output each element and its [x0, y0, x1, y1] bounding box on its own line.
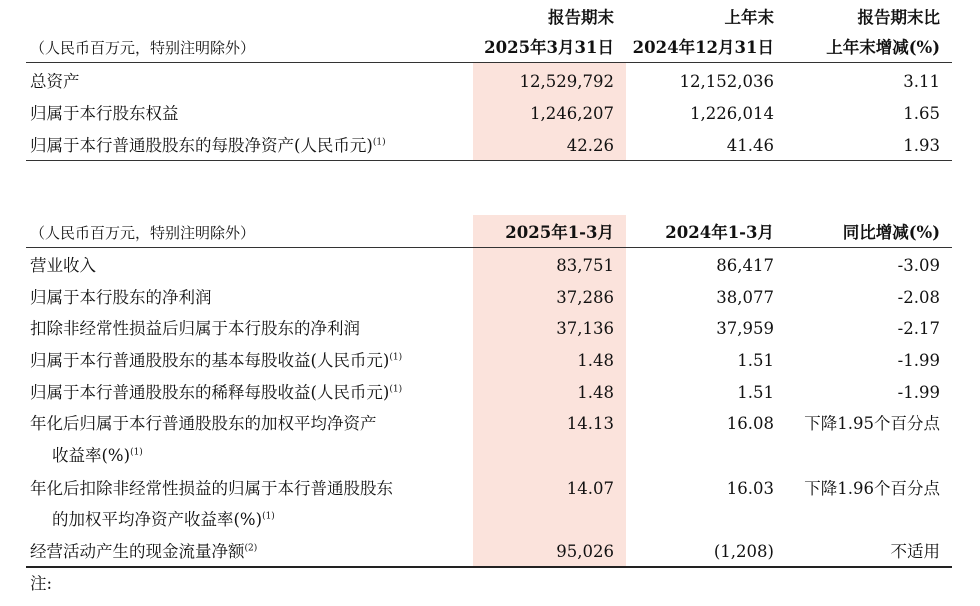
t2-row-v2: 16.03: [726, 479, 774, 498]
t1-col1-line1: 报告期末: [548, 8, 614, 27]
t2-col3: 同比增减(%): [842, 223, 940, 242]
t2-row-v1: 37,136: [556, 319, 614, 338]
t1-col2-line2: 2024年12月31日: [632, 38, 774, 57]
t1-header-rule: [26, 62, 952, 63]
t2-row-v3: -3.09: [897, 256, 940, 275]
t1-row-v2: 1,226,014: [690, 104, 774, 123]
t2-row-v2: 1.51: [737, 383, 774, 402]
t2-row-label: 年化后归属于本行普通股股东的加权平均净资产: [30, 414, 377, 433]
footnote-ref: (1): [130, 447, 143, 458]
footnote-ref: (1): [262, 511, 275, 522]
t2-row-v2: 16.08: [726, 414, 774, 433]
t2-header-rule: [26, 247, 952, 248]
footnote-ref: (1): [372, 137, 386, 148]
t2-row-v1: 83,751: [556, 256, 614, 275]
t2-row-v1: 1.48: [577, 383, 614, 402]
t1-row-v1: 12,529,792: [519, 72, 614, 91]
t1-row-v1: 1,246,207: [530, 104, 614, 123]
t1-row-v3: 1.65: [903, 104, 940, 123]
t2-col1: 2025年1-3月: [505, 223, 614, 242]
t1-col3-line2: 上年末增减(%): [826, 38, 940, 57]
t2-row-v2: 38,077: [716, 288, 774, 307]
t2-row-label: 年化后扣除非经常性损益的归属于本行普通股股东: [30, 479, 393, 498]
t2-row-v1: 14.13: [566, 414, 614, 433]
t2-row-label: 扣除非经常性损益后归属于本行股东的净利润: [30, 319, 360, 338]
t2-row-v1: 14.07: [566, 479, 614, 498]
t2-row-label: 经营活动产生的现金流量净额$^{(2)}$: [30, 542, 258, 561]
t2-row-label: 归属于本行普通股股东的稀释每股收益(人民币元)$^{(1)}$: [30, 383, 403, 402]
t1-col2-line1: 上年末: [724, 8, 774, 27]
t2-row-v1: 37,286: [556, 288, 614, 307]
t2-row-v3: -1.99: [897, 383, 940, 402]
t2-row-v3: 不适用: [890, 542, 940, 561]
t1-row-v3: 1.93: [903, 136, 940, 155]
t1-unit-note: （人民币百万元，特别注明除外）: [30, 39, 256, 57]
t2-row-v2: 37,959: [716, 319, 774, 338]
footnote-ref: (2): [244, 543, 258, 554]
t2-row-v3: 下降1.96个百分点: [804, 479, 940, 498]
t2-row-label: 归属于本行普通股股东的基本每股收益(人民币元)$^{(1)}$: [30, 351, 403, 370]
t1-row-v1: 42.26: [566, 136, 614, 155]
t2-unit-note: （人民币百万元，特别注明除外）: [30, 224, 256, 242]
t1-row-label: 归属于本行普通股股东的每股净资产(人民币元)$^{(1)}$: [30, 136, 386, 155]
t2-row-label: 归属于本行股东的净利润: [30, 288, 212, 307]
t2-row-v2: 1.51: [737, 351, 774, 370]
t2-row-label-cont: 的加权平均净资产收益率(%)$^{(1)}$: [52, 510, 275, 529]
t2-row-v2: (1,208): [713, 542, 774, 561]
t1-row-v2: 12,152,036: [679, 72, 774, 91]
t2-row-label: 营业收入: [30, 256, 96, 275]
t1-row-v3: 3.11: [903, 72, 940, 91]
t1-col3-line1: 报告期末比: [857, 8, 940, 27]
t2-row-v1: 95,026: [556, 542, 614, 561]
t2-row-v3: -2.08: [897, 288, 940, 307]
t1-bottom-rule: [26, 160, 952, 161]
t1-row-label: 归属于本行股东权益: [30, 104, 179, 123]
footnote-label: 注:: [30, 574, 53, 593]
t1-row-v2: 41.46: [726, 136, 774, 155]
t1-row-label: 总资产: [30, 72, 80, 91]
t2-bottom-rule: [26, 566, 952, 568]
t2-row-v1: 1.48: [577, 351, 614, 370]
t2-row-v2: 86,417: [716, 256, 774, 275]
t2-row-v3: -1.99: [897, 351, 940, 370]
footnote-ref: (1): [389, 384, 403, 395]
t2-row-v3: 下降1.95个百分点: [804, 414, 940, 433]
t2-row-v3: -2.17: [897, 319, 940, 338]
t2-row-label-cont: 收益率(%)$^{(1)}$: [52, 446, 143, 465]
t2-col2: 2024年1-3月: [665, 223, 774, 242]
footnote-ref: (1): [389, 352, 403, 363]
t1-col1-line2: 2025年3月31日: [484, 38, 614, 57]
